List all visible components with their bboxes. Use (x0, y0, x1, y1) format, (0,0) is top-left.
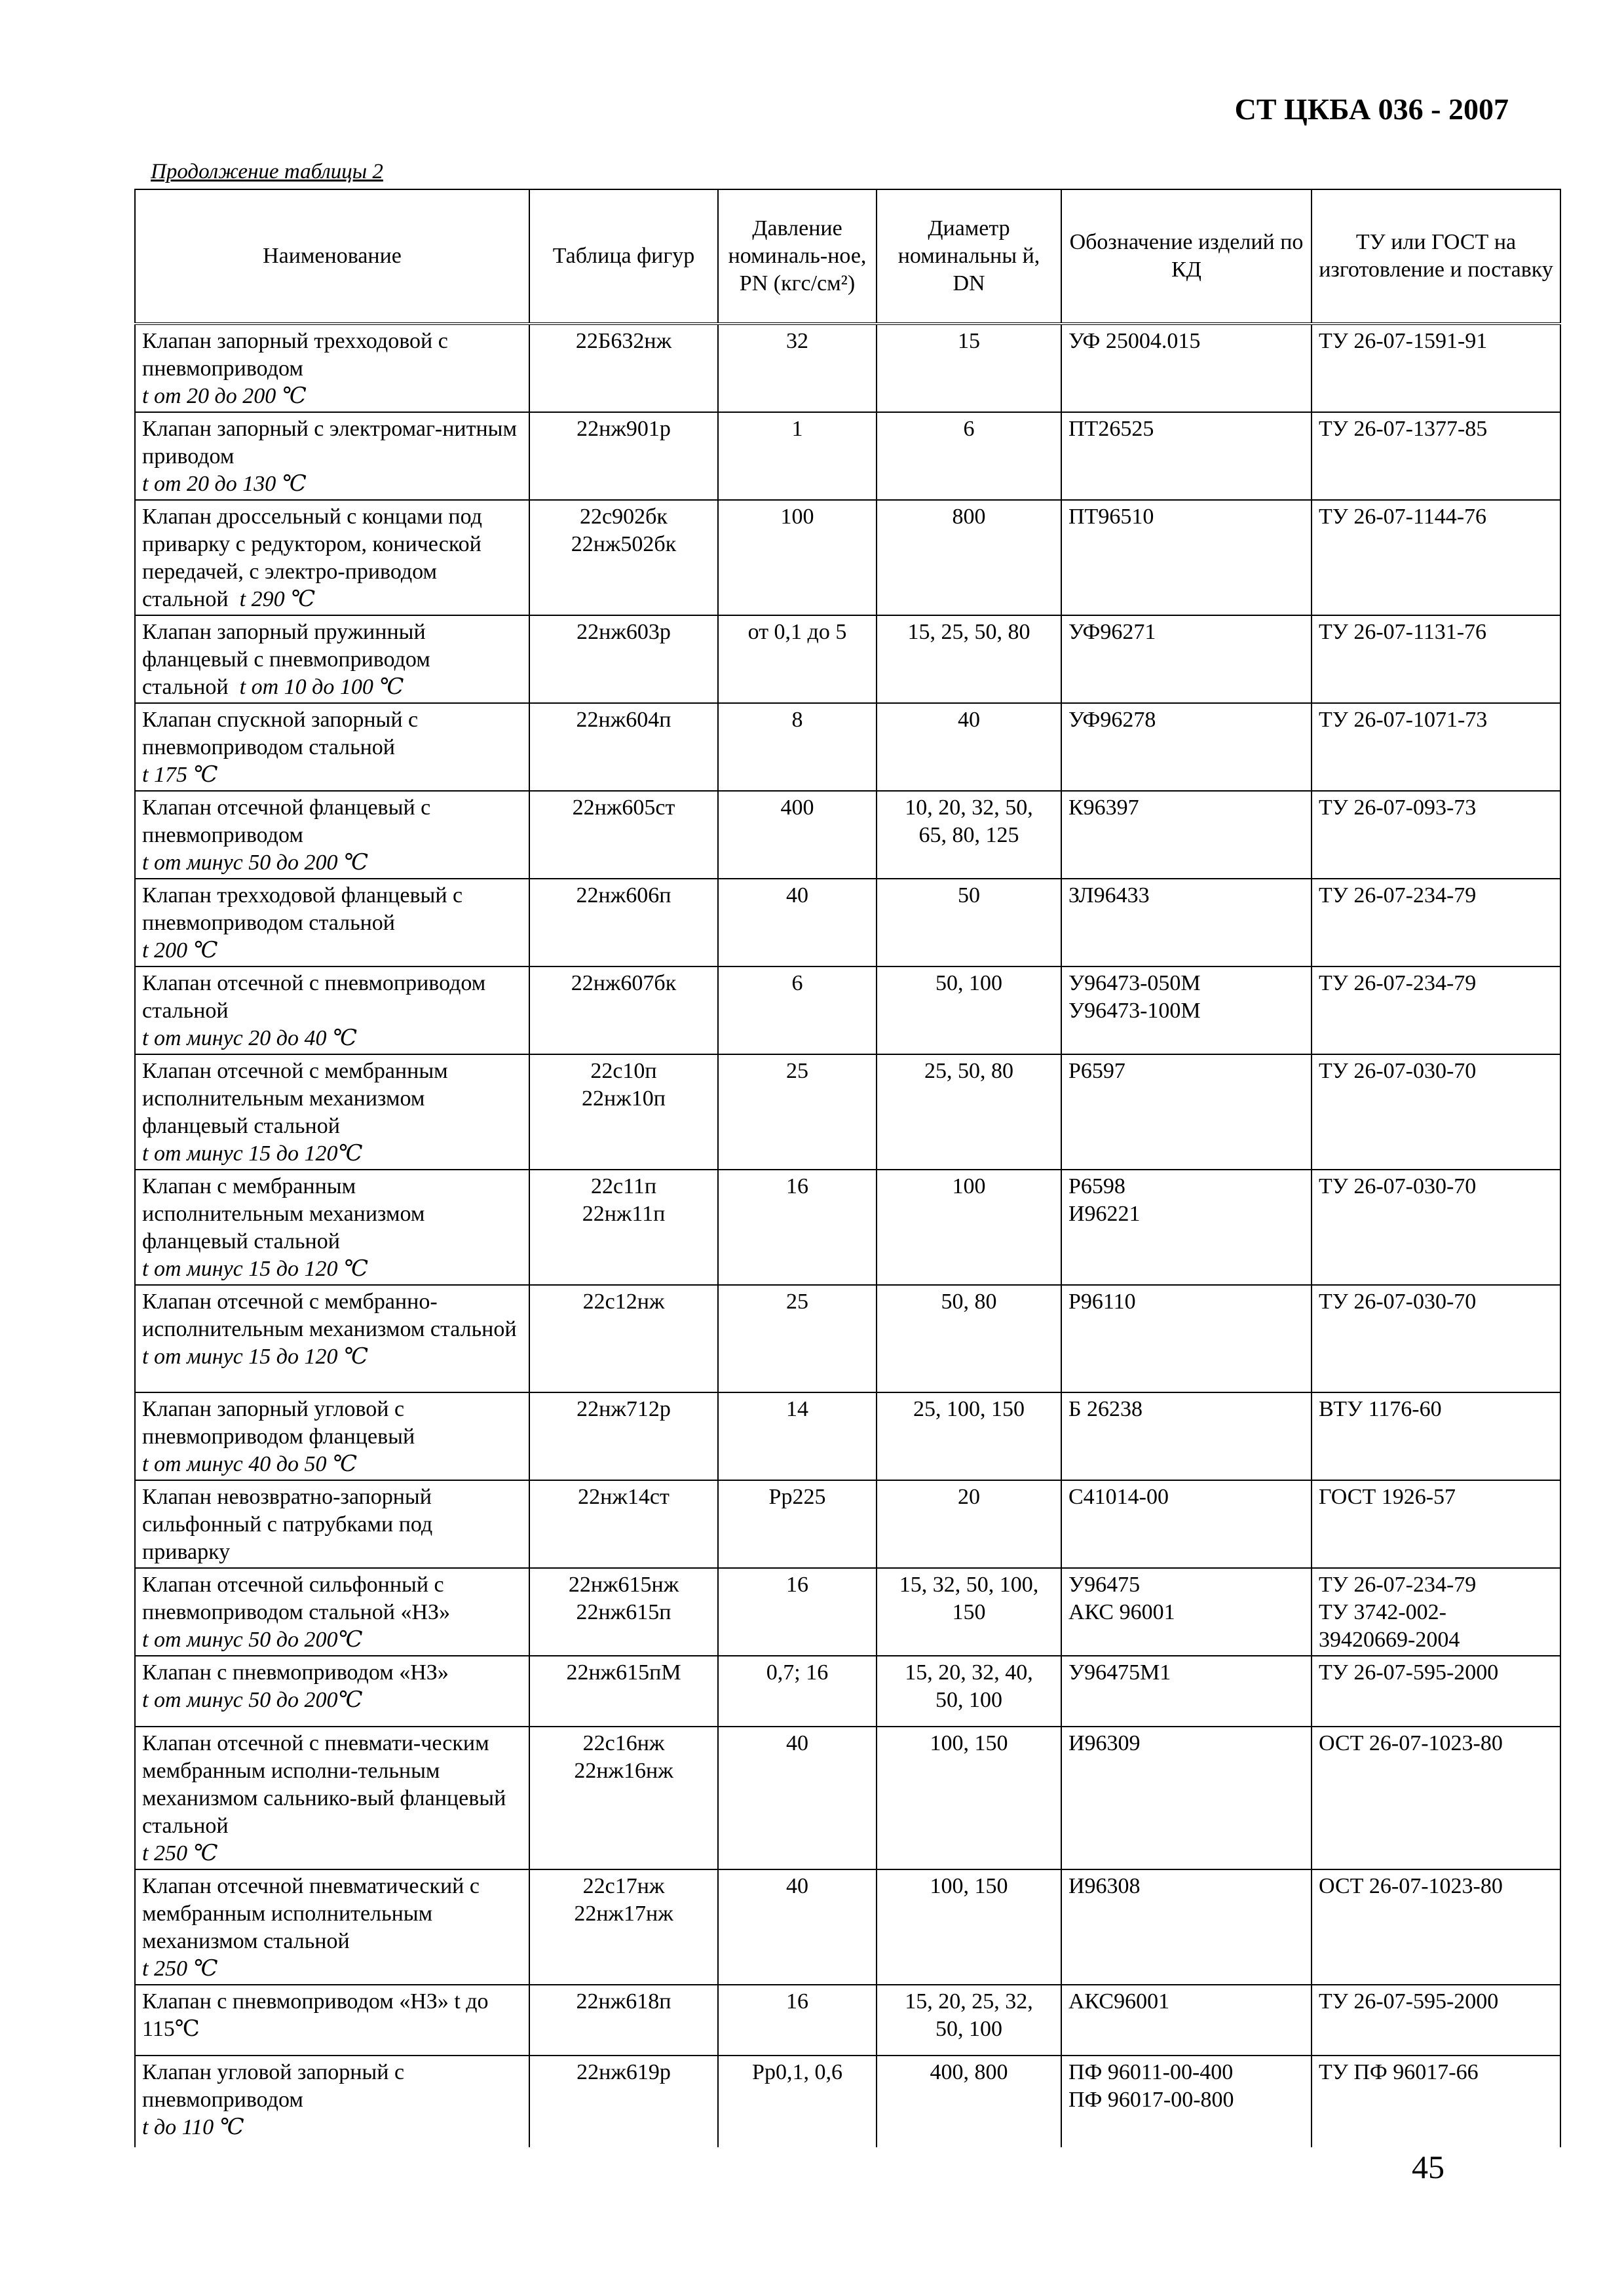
table-row (135, 1054, 1560, 1170)
cell-diameter (877, 412, 1061, 500)
cell-figure-line: 22нж712р (576, 1397, 671, 1421)
valve-name: Клапан запорный пружинный фланцевый с пневмоприводом стальной (142, 620, 430, 699)
cell-figure-line: 22нж615п (576, 1600, 671, 1624)
cell-designation-line: И96221 (1068, 1202, 1141, 1226)
cell-figure-line: 22нж901р (576, 417, 671, 441)
cell-pressure: Рр0,1, 0,6 (718, 2056, 877, 2147)
cell-standard (1312, 1480, 1560, 1568)
temperature-range: t 175 ℃ (142, 763, 218, 787)
cell-designation-line: ПФ 96017-00-800 (1068, 2088, 1234, 2112)
cell-pressure: 25 (718, 1054, 877, 1170)
valve-name: Клапан отсечной с мембранным исполнительным механизмом фланцевый стальной (142, 1059, 448, 1138)
valve-name: Клапан запорный трехходовой с пневмоприводом (142, 329, 448, 381)
cell-designation-line: АКС 96001 (1068, 1600, 1175, 1624)
cell-standard-line: ТУ 26-07-595-2000 (1319, 1660, 1499, 1685)
cell-figure-line: 22с10п (590, 1059, 657, 1083)
cell-designation (1061, 1869, 1312, 1985)
cell-standard (1312, 1656, 1560, 1727)
temperature-range: t от минус 15 до 120 ℃ (142, 1257, 368, 1281)
cell-standard (1312, 1170, 1560, 1285)
cell-designation-line: Б 26238 (1068, 1397, 1143, 1421)
cell-figure-line: 22нж606п (576, 883, 671, 908)
cell-diameter-line: 100 (952, 1174, 986, 1198)
cell-name (135, 615, 529, 703)
valve-name: Клапан с пневмоприводом «НЗ» (142, 1660, 449, 1685)
cell-figure-line: 22нж16нж (574, 1759, 673, 1783)
cell-diameter-line: 50, 100 (935, 2017, 1002, 2041)
table-row (135, 966, 1560, 1054)
cell-name (135, 791, 529, 879)
cell-standard-line: ТУ 26-07-093-73 (1319, 795, 1477, 820)
cell-diameter-line: 40 (958, 708, 980, 732)
header-diameter: Диаметр номинальны й, DN (877, 189, 1061, 324)
cell-standard-line: ТУ 26-07-1377-85 (1319, 417, 1488, 441)
cell-diameter (877, 1392, 1061, 1480)
cell-figure-line: 22Б632нж (575, 329, 672, 353)
cell-designation (1061, 1656, 1312, 1727)
header-name: Наименование (135, 189, 529, 324)
cell-figure-line: 22нж619р (576, 2060, 671, 2084)
cell-figure-line: 22нж607бк (571, 971, 677, 995)
cell-designation (1061, 412, 1312, 500)
cell-name (135, 966, 529, 1054)
cell-standard (1312, 2056, 1560, 2147)
table-row (135, 703, 1560, 791)
valve-name: Клапан запорный угловой с пневмоприводом фланцевый (142, 1397, 415, 1449)
cell-name (135, 1656, 529, 1727)
table-row (135, 1656, 1560, 1727)
cell-figure-line: 22нж615нж (568, 1573, 679, 1597)
cell-diameter (877, 615, 1061, 703)
temperature-range: t от 20 до 130 ℃ (142, 472, 307, 496)
table-row (135, 1480, 1560, 1568)
cell-diameter (877, 966, 1061, 1054)
cell-figure-line: 22нж605ст (572, 795, 675, 820)
cell-standard-line: ТУ 26-07-1131-76 (1319, 620, 1487, 644)
cell-pressure: 16 (718, 1568, 877, 1656)
cell-standard (1312, 412, 1560, 500)
cell-diameter-line: 50, 100 (935, 971, 1002, 995)
cell-figure (529, 879, 718, 966)
cell-figure (529, 791, 718, 879)
cell-diameter (877, 1480, 1061, 1568)
cell-designation (1061, 2056, 1312, 2147)
cell-figure-line: 22с11п (590, 1174, 657, 1198)
cell-pressure: 40 (718, 1727, 877, 1869)
cell-designation (1061, 966, 1312, 1054)
cell-diameter (877, 791, 1061, 879)
cell-name (135, 1170, 529, 1285)
valve-name: Клапан отсечной фланцевый с пневмоприводом (142, 795, 431, 847)
cell-pressure: 16 (718, 1170, 877, 1285)
cell-pressure: 6 (718, 966, 877, 1054)
cell-designation-line: С41014-00 (1068, 1485, 1169, 1509)
cell-figure-line: 22нж603р (576, 620, 671, 644)
temperature-range: t до 110 ℃ (142, 2115, 244, 2139)
cell-standard-line: ГОСТ 1926-57 (1319, 1485, 1456, 1509)
valve-name: Клапан отсечной с пневмати-ческим мембранным исполни-тельным механизмом сальнико-вый фланцевый стальной (142, 1731, 506, 1838)
cell-standard-line: ТУ 26-07-030-70 (1319, 1059, 1477, 1083)
cell-standard-line: ТУ 26-07-1591-91 (1319, 329, 1488, 353)
table-row (135, 1568, 1560, 1656)
cell-standard-line: ТУ 26-07-595-2000 (1319, 1989, 1499, 2014)
cell-diameter (877, 1869, 1061, 1985)
cell-pressure: 25 (718, 1285, 877, 1392)
cell-diameter (877, 879, 1061, 966)
cell-diameter (877, 703, 1061, 791)
document-code: СТ ЦКБА 036 - 2007 (1234, 92, 1509, 126)
cell-name (135, 703, 529, 791)
cell-name (135, 324, 529, 412)
cell-pressure: Рр225 (718, 1480, 877, 1568)
cell-standard (1312, 615, 1560, 703)
cell-designation (1061, 703, 1312, 791)
cell-name (135, 2056, 529, 2147)
temperature-range: t 250 ℃ (142, 1841, 218, 1866)
cell-figure-line: 22с12нж (582, 1290, 665, 1314)
cell-pressure: 14 (718, 1392, 877, 1480)
cell-figure (529, 2056, 718, 2147)
cell-diameter-line: 6 (963, 417, 975, 441)
cell-standard (1312, 1568, 1560, 1656)
cell-standard (1312, 324, 1560, 412)
valve-name: Клапан отсечной с мембранно-исполнительным механизмом стальной (142, 1290, 517, 1341)
cell-diameter-line: 50, 80 (941, 1290, 997, 1314)
valve-name: Клапан угловой запорный с пневмоприводом (142, 2060, 405, 2112)
cell-diameter-line: 25, 50, 80 (924, 1059, 1013, 1083)
table-row (135, 1392, 1560, 1480)
cell-designation-line: Р6597 (1068, 1059, 1125, 1083)
cell-diameter (877, 2056, 1061, 2147)
cell-diameter-line: 65, 80, 125 (918, 823, 1019, 847)
cell-figure (529, 500, 718, 615)
cell-figure (529, 966, 718, 1054)
cell-pressure: 8 (718, 703, 877, 791)
table-row (135, 879, 1560, 966)
cell-diameter-line: 100, 150 (930, 1731, 1008, 1755)
cell-name (135, 1869, 529, 1985)
temperature-range: t от минус 40 до 50 ℃ (142, 1452, 357, 1476)
cell-standard-line: ОСТ 26-07-1023-80 (1319, 1874, 1503, 1898)
cell-diameter (877, 1054, 1061, 1170)
valve-name: Клапан трехходовой фланцевый с пневмоприводом стальной (142, 883, 463, 935)
cell-standard-line: ТУ 26-07-234-79 (1319, 883, 1477, 908)
cell-diameter-line: 800 (952, 505, 986, 529)
valves-table (134, 189, 1561, 2147)
cell-designation-line: У96473-050М (1068, 971, 1201, 995)
cell-diameter-line: 15 (958, 329, 980, 353)
cell-designation (1061, 1727, 1312, 1869)
table-row (135, 791, 1560, 879)
cell-standard (1312, 1285, 1560, 1392)
table-body (135, 324, 1560, 2147)
cell-pressure: 400 (718, 791, 877, 879)
cell-designation (1061, 1392, 1312, 1480)
cell-designation-line: ПТ26525 (1068, 417, 1154, 441)
table-row (135, 1869, 1560, 1985)
cell-diameter-line: 50 (958, 883, 980, 908)
cell-name (135, 1054, 529, 1170)
cell-designation (1061, 1170, 1312, 1285)
cell-pressure: 0,7; 16 (718, 1656, 877, 1727)
table-row (135, 500, 1560, 615)
cell-pressure: от 0,1 до 5 (718, 615, 877, 703)
cell-standard (1312, 1392, 1560, 1480)
cell-standard-line: ТУ 26-07-234-79 (1319, 1573, 1477, 1597)
cell-figure (529, 615, 718, 703)
cell-designation (1061, 791, 1312, 879)
temperature-range: t 250 ℃ (142, 1957, 218, 1981)
cell-diameter (877, 500, 1061, 615)
cell-designation-line: УФ 25004.015 (1068, 329, 1201, 353)
cell-pressure: 40 (718, 1869, 877, 1985)
cell-diameter-line: 100, 150 (930, 1874, 1008, 1898)
cell-figure-line: 22нж11п (582, 1202, 666, 1226)
cell-name (135, 1392, 529, 1480)
temperature-range: t от минус 50 до 200 ℃ (142, 851, 368, 875)
valve-name: Клапан отсечной сильфонный с пневмоприводом стальной «НЗ» (142, 1573, 451, 1624)
cell-standard-line: ТУ 26-07-234-79 (1319, 971, 1477, 995)
cell-diameter-line: 400, 800 (930, 2060, 1008, 2084)
valve-name: Клапан с пневмоприводом «НЗ» t до 115℃ (142, 1989, 489, 2041)
cell-standard-line: ТУ 26-07-030-70 (1319, 1290, 1477, 1314)
cell-figure-line: 22с902бк (580, 505, 668, 529)
header-standard: ТУ или ГОСТ на изготовление и поставку (1312, 189, 1560, 324)
page-number: 45 (1412, 2149, 1445, 2185)
cell-designation-line: К96397 (1068, 795, 1139, 820)
cell-figure-line: 22с17нж (582, 1874, 665, 1898)
cell-standard (1312, 791, 1560, 879)
cell-name (135, 1568, 529, 1656)
cell-figure-line: 22нж17нж (574, 1902, 673, 1926)
temperature-range: t от минус 15 до 120℃ (142, 1141, 363, 1166)
cell-figure (529, 1054, 718, 1170)
valve-name: Клапан отсечной пневматический с мембранным исполнительным механизмом стальной (142, 1874, 480, 1953)
cell-designation-line: УФ96271 (1068, 620, 1156, 644)
cell-designation-line: И96308 (1068, 1874, 1141, 1898)
cell-name (135, 1480, 529, 1568)
cell-pressure: 32 (718, 324, 877, 412)
cell-diameter-line: 20 (958, 1485, 980, 1509)
valve-name: Клапан спускной запорный с пневмоприводом стальной (142, 708, 419, 759)
cell-diameter-line: 15, 25, 50, 80 (907, 620, 1030, 644)
cell-designation-line: АКС96001 (1068, 1989, 1170, 2014)
cell-figure-line: 22нж604п (576, 708, 671, 732)
cell-standard (1312, 879, 1560, 966)
cell-figure-line: 22нж618п (576, 1989, 671, 2014)
temperature-range: t от минус 50 до 200℃ (142, 1688, 363, 1712)
cell-diameter-line: 10, 20, 32, 50, (905, 795, 1033, 820)
cell-figure (529, 1170, 718, 1285)
cell-figure-line: 22нж502бк (571, 532, 677, 556)
cell-figure (529, 1285, 718, 1392)
table-row (135, 412, 1560, 500)
cell-figure (529, 1985, 718, 2056)
cell-standard (1312, 703, 1560, 791)
cell-name (135, 412, 529, 500)
cell-figure-line: 22с16нж (582, 1731, 665, 1755)
cell-standard-line: ТУ 3742-002- (1319, 1600, 1446, 1624)
valve-name: Клапан запорный с электромаг-нитным приводом (142, 417, 518, 469)
cell-standard (1312, 1869, 1560, 1985)
temperature-range: t от 20 до 200 ℃ (142, 384, 307, 408)
table-row (135, 1727, 1560, 1869)
cell-diameter-line: 15, 32, 50, 100, (899, 1573, 1039, 1597)
cell-figure (529, 1480, 718, 1568)
temperature-range: t от минус 50 до 200℃ (142, 1628, 363, 1652)
table-row (135, 615, 1560, 703)
cell-standard (1312, 1985, 1560, 2056)
table-row (135, 1285, 1560, 1392)
header-figure: Таблица фигур (529, 189, 718, 324)
valve-name: Клапан с мембранным исполнительным механизмом фланцевый стальной (142, 1174, 425, 1253)
cell-figure (529, 1392, 718, 1480)
cell-designation (1061, 1985, 1312, 2056)
table-row (135, 1170, 1560, 1285)
cell-diameter (877, 1727, 1061, 1869)
cell-designation-line: ПФ 96011-00-400 (1068, 2060, 1234, 2084)
temperature-range: t 290 ℃ (239, 587, 316, 611)
cell-figure-line: 22нж14ст (578, 1485, 670, 1509)
cell-designation (1061, 615, 1312, 703)
cell-standard-line: ВТУ 1176-60 (1319, 1397, 1442, 1421)
cell-diameter (877, 324, 1061, 412)
cell-designation (1061, 1285, 1312, 1392)
cell-pressure: 16 (718, 1985, 877, 2056)
cell-standard-line: ТУ 26-07-030-70 (1319, 1174, 1477, 1198)
temperature-range: t от минус 15 до 120 ℃ (142, 1345, 368, 1369)
cell-diameter-line: 15, 20, 25, 32, (905, 1989, 1033, 2014)
cell-designation-line: ПТ96510 (1068, 505, 1154, 529)
header-pressure: Давление номиналь-ное, PN (кгс/см²) (718, 189, 877, 324)
cell-figure (529, 703, 718, 791)
cell-diameter (877, 1985, 1061, 2056)
cell-designation-line: УФ96278 (1068, 708, 1156, 732)
table-row (135, 324, 1560, 412)
cell-figure (529, 1727, 718, 1869)
cell-standard (1312, 1727, 1560, 1869)
cell-designation-line: У96475М1 (1068, 1660, 1171, 1685)
cell-designation-line: У96475 (1068, 1573, 1141, 1597)
cell-figure (529, 1656, 718, 1727)
cell-designation-line: Р6598 (1068, 1174, 1125, 1198)
cell-designation-line: Р96110 (1068, 1290, 1136, 1314)
valve-name: Клапан отсечной с пневмоприводом стальной (142, 971, 486, 1023)
cell-diameter-line: 150 (952, 1600, 986, 1624)
cell-designation (1061, 1568, 1312, 1656)
table-header-row (135, 189, 1560, 324)
cell-designation (1061, 1054, 1312, 1170)
table-caption: Продолжение таблицы 2 (151, 160, 383, 183)
cell-standard (1312, 1054, 1560, 1170)
cell-designation-line: ЗЛ96433 (1068, 883, 1150, 908)
temperature-range: t от минус 20 до 40 ℃ (142, 1026, 357, 1050)
cell-standard (1312, 966, 1560, 1054)
cell-figure-line: 22нж10п (582, 1086, 666, 1111)
cell-designation (1061, 879, 1312, 966)
cell-figure (529, 1568, 718, 1656)
cell-figure (529, 324, 718, 412)
temperature-range: t 200 ℃ (142, 938, 218, 963)
cell-diameter-line: 50, 100 (935, 1688, 1002, 1712)
cell-standard (1312, 500, 1560, 615)
cell-standard-line: ТУ 26-07-1071-73 (1319, 708, 1488, 732)
cell-figure-line: 22нж615пМ (566, 1660, 681, 1685)
cell-diameter (877, 1285, 1061, 1392)
cell-designation-line: И96309 (1068, 1731, 1141, 1755)
cell-pressure: 40 (718, 879, 877, 966)
cell-standard-line: ТУ 26-07-1144-76 (1319, 505, 1487, 529)
cell-name (135, 1285, 529, 1392)
cell-designation (1061, 1480, 1312, 1568)
cell-diameter (877, 1170, 1061, 1285)
temperature-range: t от 10 до 100 ℃ (239, 675, 404, 699)
cell-name (135, 1727, 529, 1869)
valve-name: Клапан невозвратно-запорный сильфонный с патрубками под приварку (142, 1485, 433, 1564)
cell-figure (529, 412, 718, 500)
cell-designation (1061, 500, 1312, 615)
cell-standard-line: 39420669-2004 (1319, 1628, 1460, 1652)
cell-diameter-line: 25, 100, 150 (913, 1397, 1025, 1421)
header-designation: Обозначение изделий по КД (1061, 189, 1312, 324)
cell-figure (529, 1869, 718, 1985)
cell-name (135, 879, 529, 966)
cell-diameter-line: 15, 20, 32, 40, (905, 1660, 1033, 1685)
valve-name: Клапан дроссельный с концами под приварку с редуктором, конической передачей, с электро-приводом стальной (142, 505, 482, 611)
cell-name (135, 1985, 529, 2056)
cell-standard-line: ОСТ 26-07-1023-80 (1319, 1731, 1503, 1755)
cell-diameter (877, 1568, 1061, 1656)
cell-name (135, 500, 529, 615)
cell-designation-line: У96473-100М (1068, 999, 1201, 1023)
table-row (135, 1985, 1560, 2056)
cell-diameter (877, 1656, 1061, 1727)
cell-pressure: 1 (718, 412, 877, 500)
table-row (135, 2056, 1560, 2147)
cell-designation (1061, 324, 1312, 412)
cell-standard-line: ТУ ПФ 96017-66 (1319, 2060, 1479, 2084)
cell-pressure: 100 (718, 500, 877, 615)
